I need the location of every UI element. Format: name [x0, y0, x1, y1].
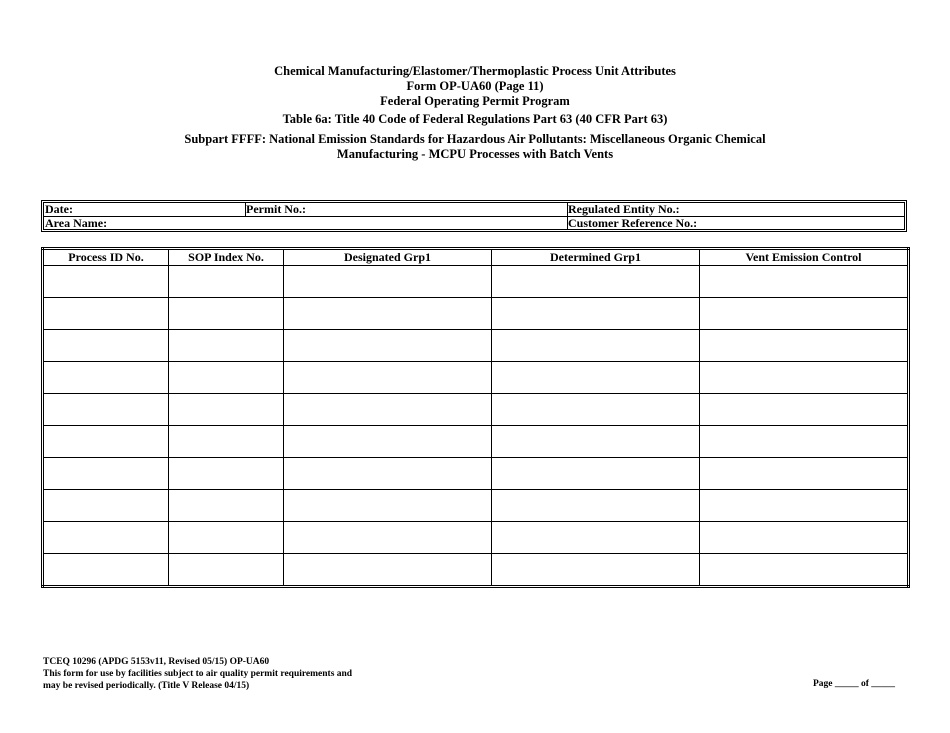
table-cell[interactable] [700, 394, 909, 426]
table-cell[interactable] [700, 554, 909, 587]
table-row [43, 490, 909, 522]
table-row [43, 426, 909, 458]
table-cell[interactable] [43, 362, 169, 394]
table-cell[interactable] [284, 426, 492, 458]
table-row [43, 522, 909, 554]
column-header-vent-emission-control: Vent Emission Control [700, 249, 909, 266]
process-table [41, 247, 910, 588]
column-header-designated-grp1: Designated Grp1 [284, 249, 492, 266]
table-cell[interactable] [700, 522, 909, 554]
permit-number-field[interactable]: Permit No.: [246, 202, 306, 216]
footer-form-id: TCEQ 10296 (APDG 5153v11, Revised 05/15) OP-UA60 [43, 657, 270, 667]
area-name-field[interactable]: Area Name: [45, 216, 108, 230]
table-cell[interactable] [43, 522, 169, 554]
customer-reference-field[interactable]: Customer Reference No.: [568, 216, 698, 230]
info-box [41, 200, 907, 232]
table-cell[interactable] [43, 298, 169, 330]
column-header-sop-index: SOP Index No. [169, 249, 284, 266]
form-header [0, 64, 950, 162]
column-header-determined-grp1: Determined Grp1 [492, 249, 700, 266]
table-cell[interactable] [169, 490, 284, 522]
table-cell[interactable] [169, 362, 284, 394]
table-cell[interactable] [700, 266, 909, 298]
table-cell[interactable] [700, 458, 909, 490]
table-cell[interactable] [43, 330, 169, 362]
table-row [43, 266, 909, 298]
table-cell[interactable] [284, 490, 492, 522]
table-cell[interactable] [43, 490, 169, 522]
table-cell[interactable] [492, 458, 700, 490]
table-cell[interactable] [43, 266, 169, 298]
form-footer [43, 656, 352, 692]
table-cell[interactable] [43, 458, 169, 490]
info-row-1 [44, 203, 904, 216]
program-name: Federal Operating Permit Program [380, 94, 570, 108]
table-cell[interactable] [169, 554, 284, 587]
table-cell[interactable] [284, 394, 492, 426]
table-cell[interactable] [284, 330, 492, 362]
subpart-title-line2: Manufacturing - MCPU Processes with Batch Vents [336, 147, 614, 161]
table-cell[interactable] [169, 426, 284, 458]
form-number: Form OP-UA60 (Page 11) [406, 79, 544, 93]
subpart-title-line1: Subpart FFFF: National Emission Standards for Hazardous Air Pollutants: Miscellaneous Organic Chemical [184, 132, 766, 146]
table-cell[interactable] [700, 298, 909, 330]
table-cell[interactable] [700, 426, 909, 458]
table-cell[interactable] [284, 458, 492, 490]
table-row [43, 458, 909, 490]
table-cell[interactable] [492, 394, 700, 426]
table-row [43, 554, 909, 587]
table-cell[interactable] [492, 490, 700, 522]
table-cell[interactable] [284, 554, 492, 587]
table-cell[interactable] [492, 298, 700, 330]
table-cell[interactable] [492, 426, 700, 458]
table-header-row [43, 249, 909, 266]
table-cell[interactable] [284, 362, 492, 394]
table-cell[interactable] [700, 330, 909, 362]
regulated-entity-field[interactable]: Regulated Entity No.: [568, 202, 680, 216]
table-cell[interactable] [169, 394, 284, 426]
table-cell[interactable] [492, 330, 700, 362]
table-cell[interactable] [169, 266, 284, 298]
info-row-2 [44, 216, 904, 230]
table-title: Table 6a: Title 40 Code of Federal Regulations Part 63 (40 CFR Part 63) [282, 112, 668, 126]
table-row [43, 330, 909, 362]
table-cell[interactable] [700, 362, 909, 394]
table-cell[interactable] [284, 266, 492, 298]
table-row [43, 362, 909, 394]
form-title: Chemical Manufacturing/Elastomer/Thermoplastic Process Unit Attributes [274, 64, 676, 78]
table-cell[interactable] [492, 266, 700, 298]
footer-note-line2: may be revised periodically. (Title V Release 04/15) [43, 681, 250, 691]
table-cell[interactable] [169, 522, 284, 554]
page-number: Page _____ of _____ [813, 679, 896, 689]
table-cell[interactable] [43, 394, 169, 426]
table-cell[interactable] [43, 554, 169, 587]
table-row [43, 298, 909, 330]
footer-note-line1: This form for use by facilities subject to air quality permit requirements and [43, 669, 353, 679]
table-cell[interactable] [43, 426, 169, 458]
table-cell[interactable] [492, 522, 700, 554]
date-field[interactable]: Date: [45, 202, 73, 216]
table-cell[interactable] [700, 490, 909, 522]
table-row [43, 394, 909, 426]
table-cell[interactable] [169, 298, 284, 330]
column-header-process-id: Process ID No. [43, 249, 169, 266]
table-cell[interactable] [492, 554, 700, 587]
table-cell[interactable] [169, 458, 284, 490]
table-cell[interactable] [169, 330, 284, 362]
table-cell[interactable] [284, 522, 492, 554]
table-cell[interactable] [284, 298, 492, 330]
table-cell[interactable] [492, 362, 700, 394]
